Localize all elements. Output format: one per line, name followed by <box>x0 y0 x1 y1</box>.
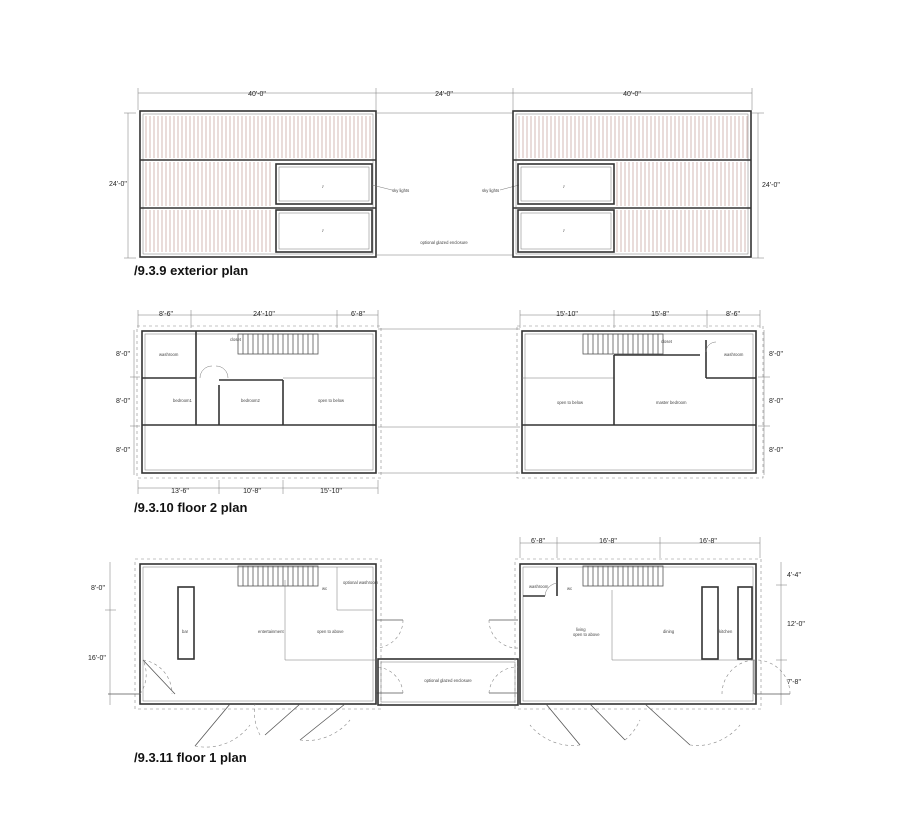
room-open-to-below: open to below <box>318 398 345 403</box>
dim-f1-left-2: 16'-0" <box>88 655 106 662</box>
dim-f2-bottom-3: 15'-10" <box>320 488 342 495</box>
skylight-icon: ⫽ <box>563 228 565 233</box>
optional-enclosure-label: optional glazed enclosure <box>420 240 468 245</box>
optional-enclosure-label-f1: optional glazed enclosure <box>424 678 472 683</box>
room-bar: bar <box>182 629 189 634</box>
floor2-right-module <box>517 326 763 478</box>
room-open-to-above: open to above <box>317 629 344 634</box>
dim-exterior-right-width: 40'-0" <box>623 91 641 98</box>
room-living-sub: open to above <box>573 632 600 637</box>
floor2-plan <box>116 310 783 515</box>
room-open-to-below-right: open to below <box>557 400 584 405</box>
dim-f2-top-left-3: 6'-8" <box>351 311 365 318</box>
floor2-left-module <box>137 326 381 478</box>
title-floor1-plan: /9.3.11 floor 1 plan <box>134 750 247 765</box>
skylight-icon: ⫽ <box>563 184 565 189</box>
stairs-icon <box>238 334 318 354</box>
dim-exterior-left-width: 40'-0" <box>248 91 266 98</box>
floor1-plan <box>88 537 805 765</box>
dim-f1-top-3: 16'-8" <box>699 538 717 545</box>
dim-f2-top-right-3: 8'-6" <box>726 311 740 318</box>
floor1-right-module <box>489 559 790 745</box>
floor1-middle-enclosure <box>378 659 518 705</box>
room-dining: dining <box>663 629 675 634</box>
dim-f1-right-2: 12'-0" <box>787 621 805 628</box>
title-floor2-plan: /9.3.10 floor 2 plan <box>134 500 248 515</box>
dim-f1-right-1: 4'-4" <box>787 572 801 579</box>
dim-exterior-right-height: 24'-0" <box>762 182 780 189</box>
room-closet-right: closet <box>661 339 672 344</box>
room-bedroom1: bedroom1 <box>173 398 192 403</box>
room-master-bedroom: master bedroom <box>656 400 687 405</box>
exterior-right-module <box>513 111 751 257</box>
floor1-left-module <box>108 559 403 747</box>
skylight-icon: ⫽ <box>322 228 324 233</box>
exterior-left-module <box>140 111 376 257</box>
room-optional-washroom: optional washroom <box>343 580 379 585</box>
dim-f1-right-3: 7'-8" <box>787 679 801 686</box>
dim-f2-top-right-1: 15'-10" <box>556 311 578 318</box>
sky-light-label-right: sky lights <box>482 188 500 193</box>
dim-f2-right-1: 8'-0" <box>769 351 783 358</box>
roof-slats-right <box>519 116 747 252</box>
room-living: living <box>576 627 586 632</box>
dim-f2-right-3: 8'-0" <box>769 447 783 454</box>
dim-f1-top-1: 6'-8" <box>531 538 545 545</box>
dim-f2-left-3: 8'-0" <box>116 447 130 454</box>
door-swings-left <box>108 620 403 747</box>
room-washroom-right: washroom <box>724 352 744 357</box>
skylight-icon: ⫽ <box>322 184 324 189</box>
dim-f2-top-right-2: 15'-8" <box>651 311 669 318</box>
dim-f2-bottom-1: 13'-6" <box>171 488 189 495</box>
dim-exterior-left-height: 24'-0" <box>109 181 127 188</box>
stairs-icon <box>583 566 663 586</box>
room-wc-right: wc <box>567 586 573 591</box>
dim-f2-left-2: 8'-0" <box>116 398 130 405</box>
title-exterior-plan: /9.3.9 exterior plan <box>134 263 249 278</box>
door-swings-right <box>489 620 790 745</box>
stairs-icon <box>583 334 663 354</box>
room-washroom-f1-right: washroom <box>529 584 549 589</box>
room-bedroom2: bedroom2 <box>241 398 260 403</box>
stairs-icon <box>238 566 318 586</box>
dim-f2-right-2: 8'-0" <box>769 398 783 405</box>
room-washroom: washroom <box>159 352 179 357</box>
exterior-plan <box>109 88 780 278</box>
room-kitchen: kitchen <box>719 629 733 634</box>
dim-f2-top-left-1: 8'-6" <box>159 311 173 318</box>
dim-f1-left-1: 8'-0" <box>91 585 105 592</box>
sky-light-label-left: sky lights <box>392 188 410 193</box>
roof-slats-left <box>146 116 370 252</box>
room-wc: wc <box>322 586 328 591</box>
dim-f2-top-left-2: 24'-10" <box>253 311 275 318</box>
room-closet: closet <box>230 337 241 342</box>
room-entertainment: entertainment <box>258 629 284 634</box>
dim-f1-top-2: 16'-8" <box>599 538 617 545</box>
dim-f2-bottom-2: 10'-8" <box>243 488 261 495</box>
dim-f2-left-1: 8'-0" <box>116 351 130 358</box>
dim-exterior-middle-width: 24'-0" <box>435 91 453 98</box>
